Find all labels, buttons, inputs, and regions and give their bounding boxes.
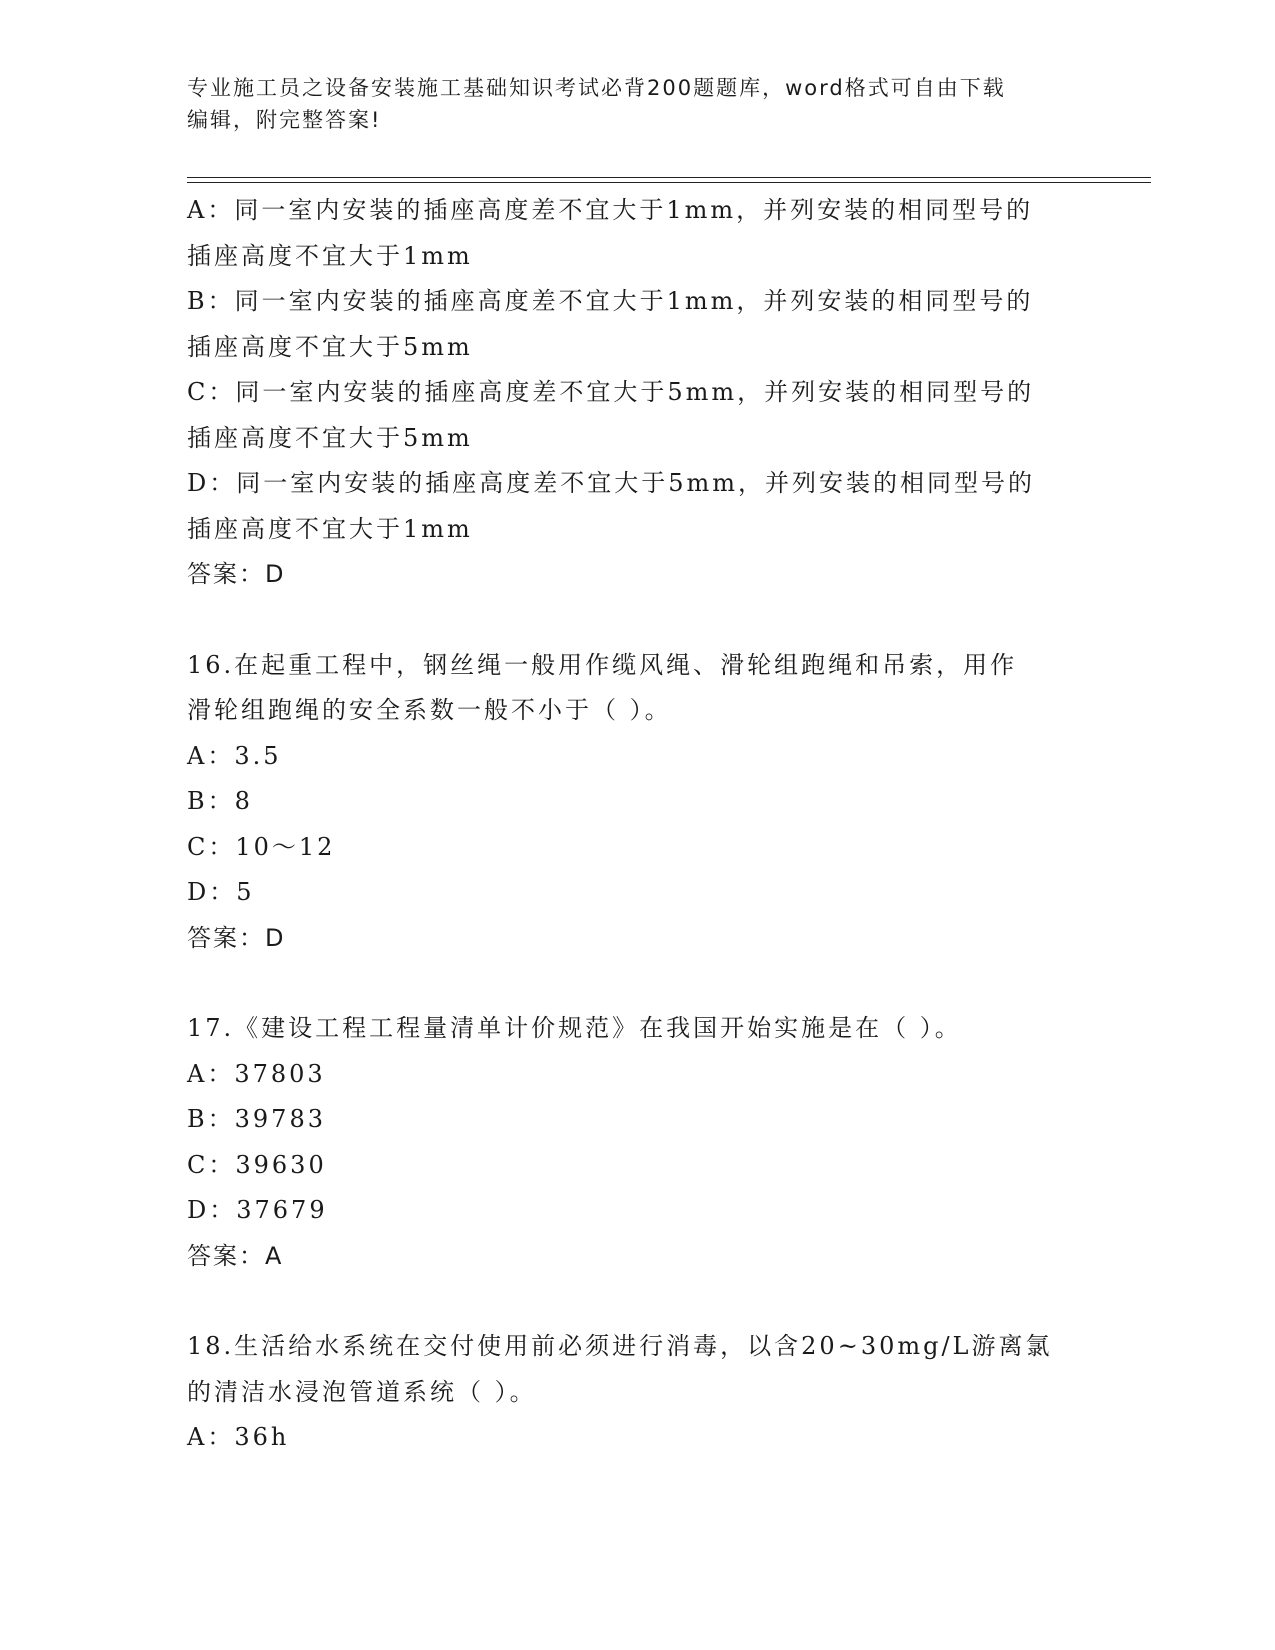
question-17	[187, 1006, 1087, 1279]
question-18	[187, 1324, 1087, 1461]
option-a: A：36h	[187, 1423, 290, 1451]
option-c: C：10～12	[187, 832, 336, 861]
question-18-stem-line-1: 18.生活给水系统在交付使用前必须进行消毒，以含20~30mg/L游离氯	[187, 1332, 1053, 1360]
option-b: B：8	[187, 787, 253, 815]
header-rule-top	[187, 177, 1151, 178]
option-a-line-2: 插座高度不宜大于1mm	[187, 241, 473, 270]
question-16	[187, 643, 1087, 962]
spacer	[187, 961, 1087, 1006]
option-c-line-2: 插座高度不宜大于5mm	[187, 423, 473, 452]
option-c-line-1: C：同一室内安装的插座高度差不宜大于5mm，并列安装的相同型号的	[187, 378, 1035, 406]
question-15-options	[187, 188, 1087, 598]
header-rule-bottom	[187, 182, 1151, 183]
header-line-1: 专业施工员之设备安装施工基础知识考试必背200题题库，word格式可自由下载	[187, 76, 1006, 100]
answer-17: 答案：A	[187, 1241, 284, 1270]
question-16-stem-line-1: 16.在起重工程中，钢丝绳一般用作缆风绳、滑轮组跑绳和吊索，用作	[187, 650, 1018, 679]
option-b-line-1: B：同一室内安装的插座高度差不宜大于1mm，并列安装的相同型号的	[187, 287, 1034, 315]
document-header	[187, 72, 1067, 136]
question-content	[187, 188, 1087, 1461]
option-d: D：5	[187, 878, 255, 906]
option-b-line-2: 插座高度不宜大于5mm	[187, 332, 473, 361]
option-c: C：39630	[187, 1150, 327, 1179]
header-line-2: 编辑，附完整答案!	[187, 108, 382, 132]
question-16-stem-line-2: 滑轮组跑绳的安全系数一般不小于（ ）。	[187, 696, 672, 724]
question-18-stem-line-2: 的清洁水浸泡管道系统（ ）。	[187, 1377, 537, 1406]
option-d-line-2: 插座高度不宜大于1mm	[187, 514, 473, 543]
spacer	[187, 1279, 1087, 1324]
spacer	[187, 598, 1087, 643]
answer-15: 答案：D	[187, 560, 286, 588]
question-17-stem-line-1: 17.《建设工程工程量清单计价规范》在我国开始实施是在（ ）。	[187, 1014, 962, 1042]
option-b: B：39783	[187, 1105, 326, 1133]
answer-16: 答案：D	[187, 923, 286, 952]
option-a-line-1: A：同一室内安装的插座高度差不宜大于1mm，并列安装的相同型号的	[187, 196, 1034, 224]
option-a: A：3.5	[187, 741, 282, 770]
option-a: A：37803	[187, 1059, 326, 1088]
option-d: D：37679	[187, 1196, 328, 1224]
option-d-line-1: D：同一室内安装的插座高度差不宜大于5mm，并列安装的相同型号的	[187, 469, 1036, 497]
